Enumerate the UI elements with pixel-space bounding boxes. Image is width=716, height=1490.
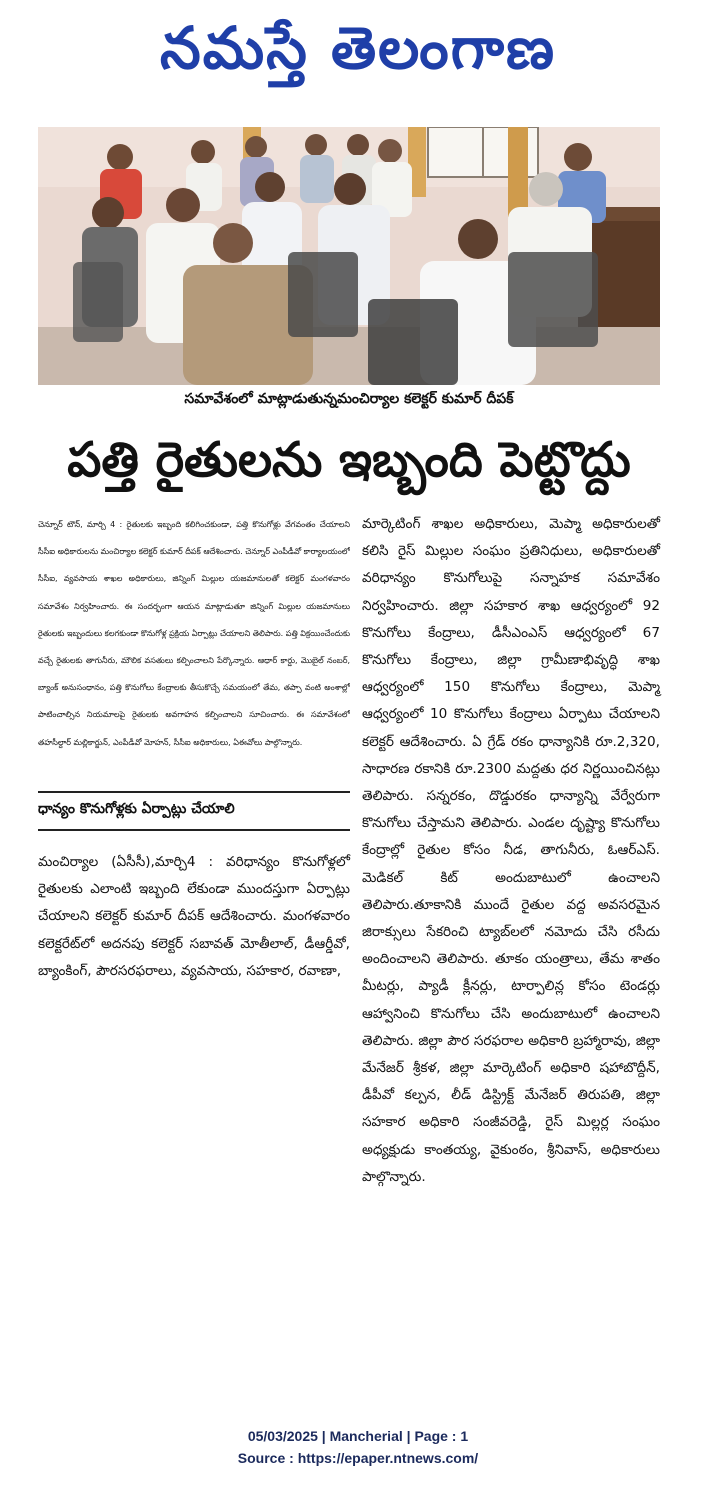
footer-source-line: Source : https://epaper.ntnews.com/: [237, 1450, 479, 1466]
footer-date-line: 05/03/2025 | Mancherial | Page : 1: [247, 1428, 469, 1444]
divider: [38, 791, 350, 793]
divider: [38, 829, 350, 831]
masthead: [0, 0, 716, 100]
article-body-right: [362, 511, 660, 1191]
meeting-photo: [38, 127, 660, 385]
newspaper-logo: నమస్తే తెలంగాణ: [160, 14, 556, 82]
article-headline: పత్తి రైతులను ఇబ్బంది పెట్టొద్దు: [67, 432, 631, 488]
photo-caption: సమావేశంలో మాట్లాడుతున్నమంచిర్యాల కలెక్టర్ కుమార్ దీపక్: [184, 391, 514, 407]
article-subhead: ధాన్యం కొనుగోళ్లకు ఏర్పాట్లు చేయాలి: [38, 801, 235, 817]
article-paragraph: మంచిర్యాల (ఏసీసీ),మార్చి4 : వరిధాన్యం కొనుగోళ్లలో రైతులకు ఎలాంటి ఇబ్బంది లేకుండా ముందస్తుగా ఏర్పాట్లు చేయాలని కలెక్టర్ కుమార్ దీపక్ ఆదేశించారు. మంగళవారం కలెక్టరేట్‌లో అదనపు కలెక్టర్ సబావత్ మోతీలాల్, డీఆర్డీవో, బ్యాంకింగ్, పౌరసరఫరాలు, వ్యవసాయ, సహకార, రవాణా,: [38, 854, 350, 979]
article-body-left-second: [38, 849, 350, 985]
article-body-left: [38, 511, 350, 781]
article-paragraph: చెన్నూర్ టౌన్, మార్చి 4 : రైతులకు ఇబ్బంది కలిగించకుండా, పత్తి కొనుగోళ్లు వేగవంతం చేయాలని సీసీఐ అధికారులను మంచిర్యాల కలెక్టర్ కుమార్ దీపక్ ఆదేశించారు. చెన్నూర్ ఎంపీడీవో కార్యాలయంలో సీసీఐ, వ్యవసాయ శాఖల అధికారులు, జిన్నింగ్ మిల్లుల యజమానులతో కలెక్టర్ మంగళవారం సమావేశం నిర్వహించారు. ఈ సందర్భంగా ఆయన మాట్లాడుతూ జిన్నింగ్ మిల్లుల యజమానులు రైతులకు ఇబ్బందులు కలగకుండా కొనుగోళ్ల ప్రక్రియ ఏర్పాట్లు చేయాలని తెలిపారు. పత్తి విక్రయించేందుకు వచ్చే రైతులకు తాగునీరు, మౌలిక వసతులు కల్పించాలని పేర్కొన్నారు. ఆధార్ కార్డు, మొబైల్ నంబర్, బ్యాంక్ అనుసంధానం, పత్తి కొనుగోలు కేంద్రాలకు తీసుకొచ్చే సమయంలో తేమ, తప్పా వంటి అంశాల్లో పాటించాల్సిన నియమాలపై రైతులకు అవగాహన కల్పించాలని సూచించారు. ఈ సమావేశంలో తహసీల్దార్ మల్లికార్జున్, ఎంపీడీవో మోహన్, సీసీఐ అధికారులు, ఏఈవోలు పాల్గొన్నారు.: [38, 520, 350, 747]
article-paragraph: మార్కెటింగ్ శాఖల అధికారులు, మెప్మా అధికారులతో కలిసి రైస్ మిల్లుల సంఘం ప్రతినిధులు, అధికారులతో వరిధాన్యం కొనుగోలుపై సన్నాహక సమావేశం నిర్వహించారు. జిల్లా సహకార శాఖ ఆధ్వర్యంలో 92 కొనుగోలు కేంద్రాలు, డీసీఎంఎస్ ఆధ్వర్యంలో 67 కొనుగోలు కేంద్రాలు, జిల్లా గ్రామీణాభివృద్ధి శాఖ ఆధ్వర్యంలో 150 కొనుగోలు కేంద్రాలు, మెప్మా ఆధ్వర్యంలో 10 కొనుగోలు కేంద్రాలు ఏర్పాటు చేయాలని కలెక్టర్ ఆదేశించారు. ఏ గ్రేడ్ రకం ధాన్యానికి రూ.2,320, సాధారణ రకానికి రూ.2300 మద్దతు ధర నిర్ణయించినట్లు తెలిపారు. సన్నరకం, దొడ్డురకం ధాన్యాన్ని వేర్వేరుగా కొనుగోలు చేస్తామని తెలిపారు. ఎండల దృష్ట్యా కొనుగోలు కేంద్రాల్లో రైతుల కోసం నీడ, తాగునీరు, ఓఆర్ఎస్. మెడికల్ కిట్ అందుబాటులో ఉంచాలని తెలిపారు.తూకానికి ముందే రైతుల వద్ద అవసరమైన జిరాక్సులు సేకరించి ట్యాబ్‌లలో నమోదు చేసి రసీదు అందించాలని తెలిపారు. తూకం యంత్రాలు, తేమ శాతం మీటర్లు, ప్యాడీ క్లీనర్లు, టార్పాలిన్ల కోసం టెండర్లు ఆహ్వానించి కొనుగోలు చేసి అందుబాటులో ఉంచాలని తెలిపారు. జిల్లా పౌర సరఫరాల అధికారి బ్రహ్మారావు, జిల్లా మేనేజర్ శ్రీకళ, జిల్లా మార్కెటింగ్ అధికారి షహాబొద్దీన్, డీపీవో కల్పన, లీడ్ డిస్ట్రిక్ట్ మేనేజర్ తిరుపతి, జిల్లా సహకార అధికారి సంజీవరెడ్డి, రైస్ మిల్లర్ల సంఘం అధ్యక్షుడు కాంతయ్య, వైకుంఠం, శ్రీనివాస్, అధికారులు పాల్గొన్నారు.: [362, 516, 660, 1185]
